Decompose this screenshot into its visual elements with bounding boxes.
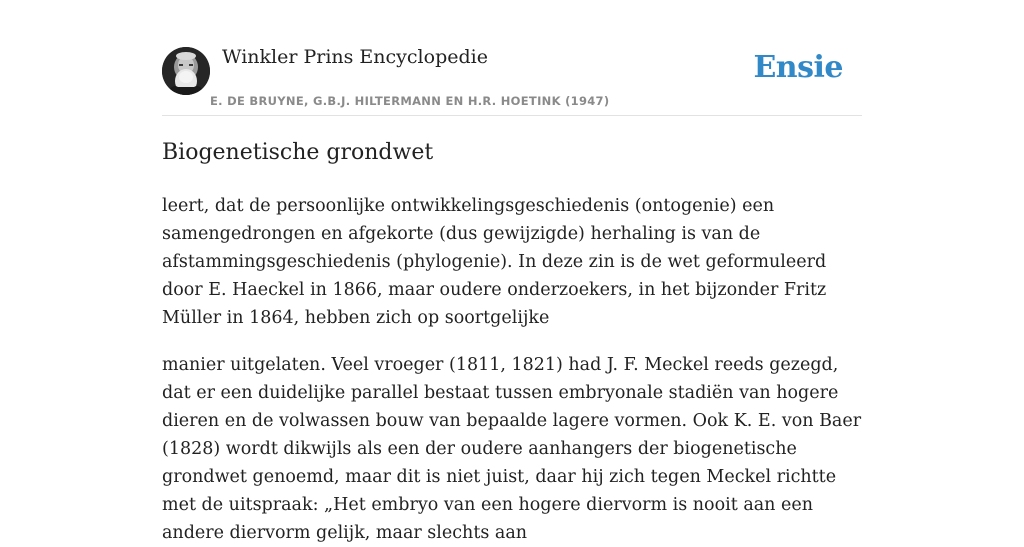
article-paragraph-2: manier uitgelaten. Veel vroeger (1811, 1821) had J. F. Meckel reeds gezegd, dat er een duidelijke parallel bestaat tussen embryonale stadiën van hogere dieren en de volwassen bouw van bepaalde lagere vormen. Ook K. E. von Baer (1828) wordt dikwijls als een der oudere aanhangers der biogenetische grondwet genoemd, maar dit is niet juist, daar hij zich tegen Meckel richtte met de uitspraak: „Het embryo van een hogere diervorm is nooit aan een andere diervorm gelijk, maar slechts aan — [162, 355, 862, 543]
author-portrait-icon — [162, 47, 210, 95]
page-header — [162, 0, 862, 116]
brand-logo-link[interactable]: Ensie — [753, 50, 843, 85]
page-container — [162, 0, 862, 543]
author-avatar[interactable] — [162, 47, 210, 95]
site-title-link[interactable]: Winkler Prins Encyclopedie — [222, 46, 488, 68]
article-paragraph-1: leert, dat de persoonlijke ontwikkelingsgeschiedenis (ontogenie) een samengedrongen en afgekorte (dus gewijzigde) herhaling is van de afstammingsgeschiedenis (phylogenie). In deze zin is de wet geformuleerd door E. Haeckel in 1866, maar oudere onderzoekers, in het bijzonder Fritz Müller in 1864, hebben zich op soortgelijke — [162, 196, 827, 328]
authors-line: E. DE BRUYNE, G.B.J. HILTERMANN EN H.R. HOETINK (1947) — [210, 94, 610, 108]
article-title: Biogenetische grondwet — [162, 140, 434, 165]
